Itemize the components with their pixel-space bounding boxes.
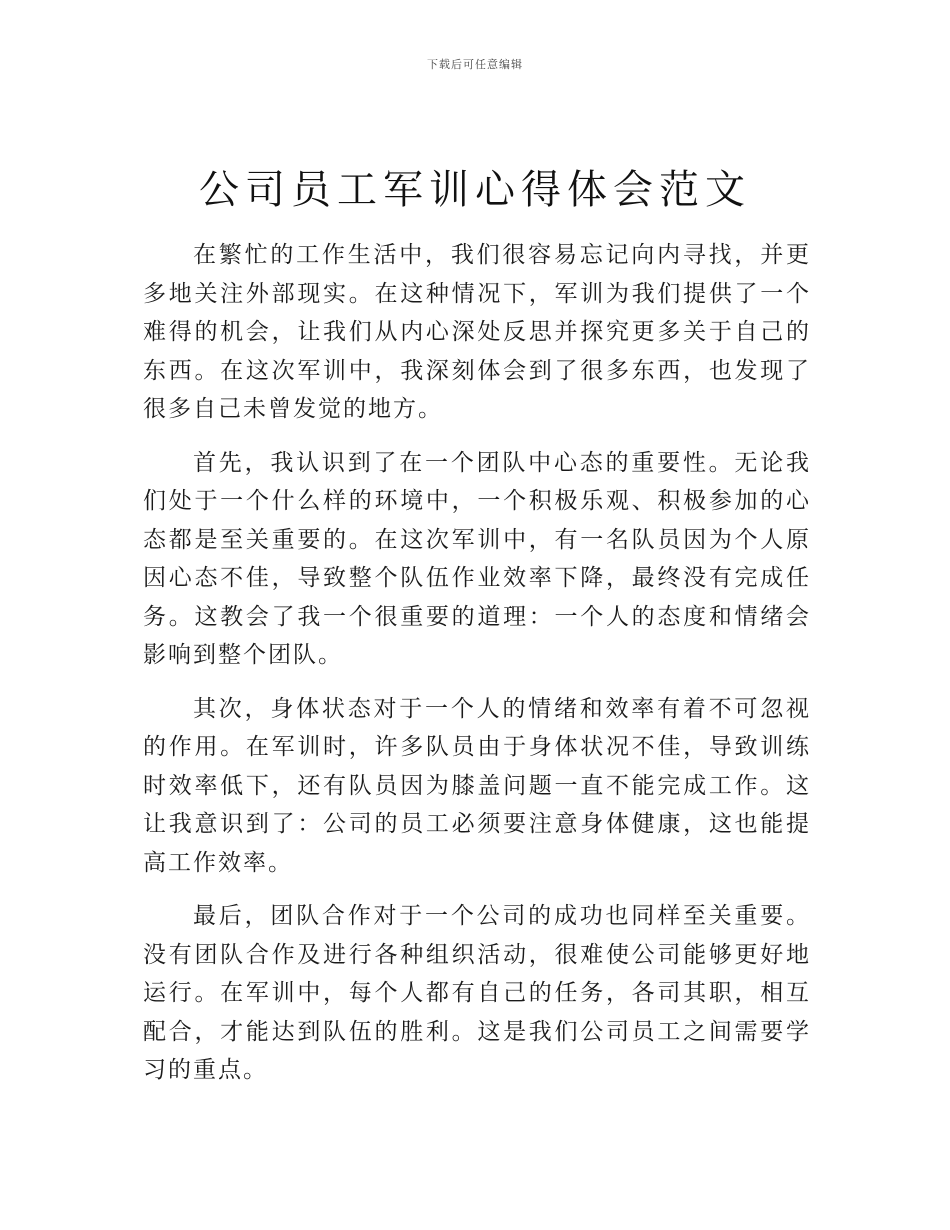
paragraph-2: 首先，我认识到了在一个团队中心态的重要性。无论我们处于一个什么样的环境中，一个积极乐观、积极参加的心态都是至关重要的。在这次军训中，有一名队员因为个人原因心态不佳，导致整个队伍作业效率下降，最终没有完成任务。这教会了我一个很重要的道理：一个人的态度和情绪会影响到整个团队。 (143, 449, 811, 668)
document-body (143, 236, 811, 1105)
paragraph-4: 最后，团队合作对于一个公司的成功也同样至关重要。没有团队合作及进行各种组织活动，很难使公司能够更好地运行。在军训中，每个人都有自己的任务，各司其职，相互配合，才能达到队伍的胜利。这是我们公司员工之间需要学习的重点。 (143, 903, 811, 1083)
paragraph-1: 在繁忙的工作生活中，我们很容易忘记向内寻找，并更多地关注外部现实。在这种情况下，军训为我们提供了一个难得的机会，让我们从内心深处反思并探究更多关于自己的东西。在这次军训中，我深刻体会到了很多东西，也发现了很多自己未曾发觉的地方。 (143, 242, 811, 422)
page-header-note: 下载后可任意编辑 (427, 58, 523, 71)
paragraph-3: 其次，身体状态对于一个人的情绪和效率有着不可忽视的作用。在军训时，许多队员由于身体状况不佳，导致训练时效率低下，还有队员因为膝盖问题一直不能完成工作。这让我意识到了：公司的员工必须要注意身体健康，这也能提高工作效率。 (143, 695, 811, 876)
document-title: 公司员工军训心得体会范文 (199, 167, 751, 213)
